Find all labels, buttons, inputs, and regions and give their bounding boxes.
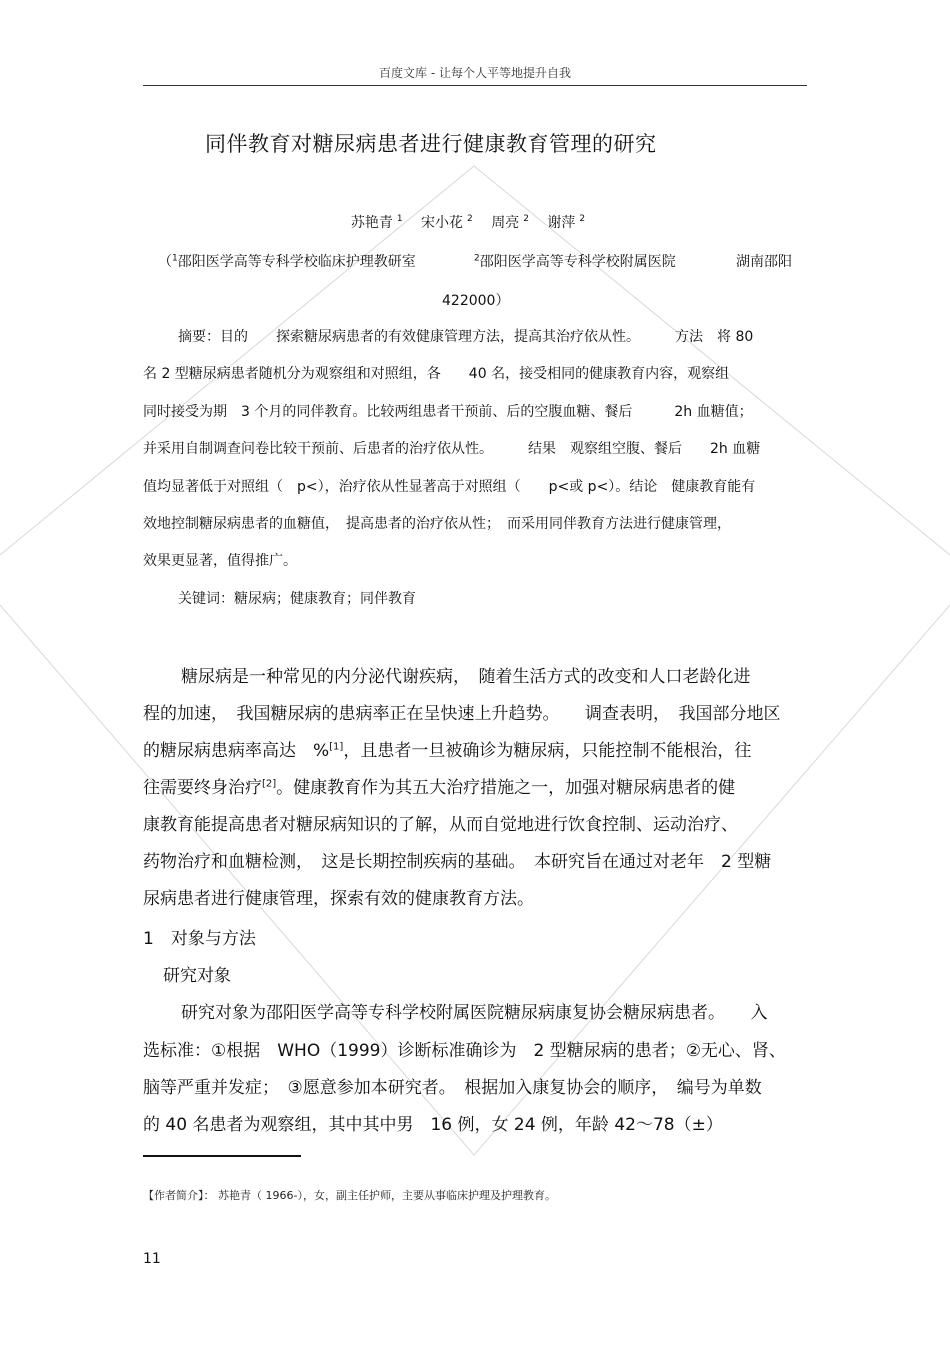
abstract-line: 摘要：目的 探索糖尿病患者的有效健康管理方法，提高其治疗依从性。 方法 将 80	[178, 329, 754, 345]
affiliation-2: $^2$邵阳医学高等专科学校附属医院	[474, 253, 676, 270]
body-line: 脑等严重并发症； ③愿意参加本研究者。 根据加入康复协会的顺序， 编号为单数	[143, 1078, 762, 1098]
author-1: 苏艳青 $^1$	[350, 214, 403, 231]
body-line: 的 40 名患者为观察组，其中其中男 16 例，女 24 例，年龄 42～78（±）	[143, 1115, 723, 1135]
abstract-line: 效地控制糖尿病患者的血糖值， 提高患者的治疗依从性； 而采用同伴教育方法进行健康管理，	[143, 516, 731, 532]
page-header: 百度文库 - 让每个人平等地提升自我	[379, 66, 571, 80]
abstract-line: 并采用自制调查问卷比较干预前、后患者的治疗依从性。 结果 观察组空腹、餐后 2h 血糖	[143, 441, 761, 457]
affiliation-postcode: 422000）	[442, 293, 510, 309]
body-line: 选标准：①根据 WHO（1999）诊断标准确诊为 2 型糖尿病的患者；②无心、肾、	[143, 1041, 786, 1061]
footnote-rule	[143, 1155, 301, 1157]
affiliation-1: （$^1$邵阳医学高等专科学校临床护理教研室	[158, 253, 416, 270]
header-rule	[143, 85, 807, 86]
keywords: 关键词：糖尿病；健康教育；同伴教育	[178, 591, 416, 607]
author-3: 周亮 $^2$	[491, 214, 529, 231]
body-line: 糖尿病是一种常见的内分泌代谢疾病， 随着生活方式的改变和人口老龄化进	[181, 667, 751, 687]
section-heading: 1 对象与方法	[143, 929, 256, 949]
author-list	[0, 212, 950, 232]
abstract-line: 同时接受为期 3 个月的同伴教育。比较两组患者干预前、后的空腹血糖、餐后 2h 血糖值；	[143, 404, 753, 420]
abstract-line: 名 2 型糖尿病患者随机分为观察组和对照组，各 40 名，接受相同的健康教育内容，观察组	[143, 366, 730, 382]
body-line: 药物治疗和血糖检测， 这是长期控制疾病的基础。 本研究旨在通过对老年 2 型糖	[143, 852, 772, 872]
affiliation-city: 湖南邵阳	[736, 254, 792, 270]
page-number: 11	[143, 1251, 161, 1267]
author-footnote: 【作者简介】： 苏艳青（ 1966-），女，副主任护师，主要从事临床护理及护理教育。	[143, 1189, 556, 1202]
subsection-heading: 研究对象	[163, 966, 231, 986]
body-line: 往需要终身治疗[2]。健康教育作为其五大治疗措施之一，加强对糖尿病患者的健	[143, 778, 736, 798]
article-title: 同伴教育对糖尿病患者进行健康教育管理的研究	[205, 132, 657, 156]
body-line: 程的加速， 我国糖尿病的患病率正在呈快速上升趋势。 调查表明， 我国部分地区	[143, 704, 781, 724]
body-line: 的糖尿病患病率高达 %[1]，且患者一旦被确诊为糖尿病，只能控制不能根治，往	[143, 741, 752, 761]
citation-ref: [2]	[262, 778, 277, 790]
body-line: 研究对象为邵阳医学高等专科学校附属医院糖尿病康复协会糖尿病患者。 入	[181, 1003, 768, 1023]
author-4: 谢萍 $^2$	[547, 214, 586, 231]
abstract-line: 效果更显著，值得推广。	[143, 553, 297, 569]
author-2: 宋小花 $^2$	[421, 214, 473, 231]
citation-ref: [1]	[329, 741, 344, 753]
body-line: 尿病患者进行健康管理，探索有效的健康教育方法。	[143, 889, 534, 909]
abstract-line: 值均显著低于对照组（ p<），治疗依从性显著高于对照组（ p<或 p<）。结论 健康教育能有	[143, 479, 756, 495]
body-line: 康教育能提高患者对糖尿病知识的了解，从而自觉地进行饮食控制、运动治疗、	[143, 815, 738, 835]
